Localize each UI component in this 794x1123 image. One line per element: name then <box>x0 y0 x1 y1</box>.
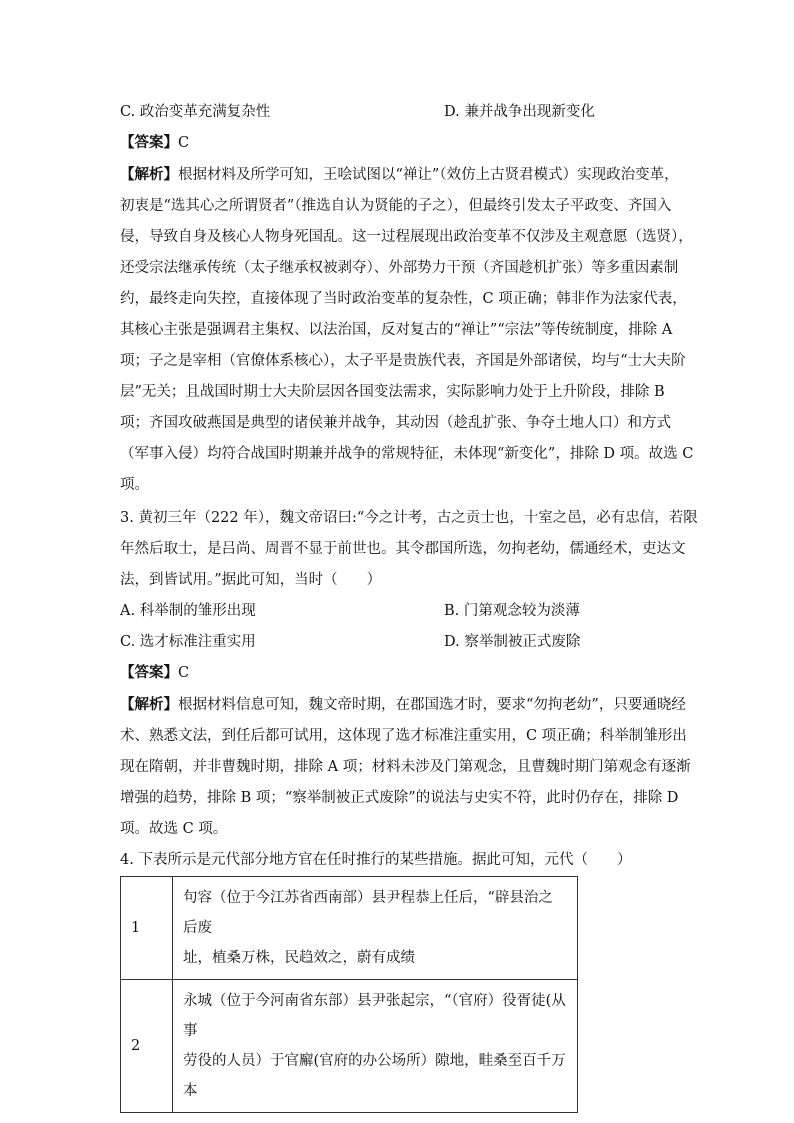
analysis-tag: 【解析】 <box>120 696 178 713</box>
q3-option-b: B. 门第观念较为淡薄 <box>444 603 580 619</box>
row-number: 2 <box>121 980 173 1113</box>
q2-analysis-line: 其核心主张是强调君主集权、以法治国，反对复古的“禅让”“宗法”等传统制度，排除 A <box>120 322 673 338</box>
row-content: 永城（位于今河南省东部）县尹张起宗，“（官府）役胥徒(从事 劳役的人员）于官廨(官府的办公场所）隙地，畦桑至百千万本 <box>173 980 578 1113</box>
q2-answer <box>120 133 680 153</box>
q3-stem-line: 年然后取士，是吕尚、周晋不显于前世也。其令郡国所选，勿拘老幼，儒通经术，吏达文 <box>120 541 686 557</box>
table-row <box>121 877 578 980</box>
answer-tag: 【答案】 <box>120 134 178 151</box>
q3-stem-line: 法，到皆试用。”据此可知，当时（ ） <box>120 572 382 588</box>
q4-measures-table <box>120 876 578 1113</box>
q4-stem: 4. 下表所示是元代部分地方官在任时推行的某些措施。据此可知，元代（ ） <box>120 852 632 868</box>
q2-analysis-line: 还受宗法继承传统（太子继承权被剥夺）、外部势力干预（齐国趁机扩张）等多重因素制 <box>120 260 679 276</box>
analysis-tag: 【解析】 <box>120 166 178 183</box>
q3-option-c: C. 选才标准注重实用 <box>120 634 256 650</box>
q2-analysis-line: 项。 <box>120 477 149 493</box>
q3-analysis-line: 【解析】根据材料信息可知，魏文帝时期，在郡国选才时，要求“勿拘老幼”，只要通晓经 <box>120 696 686 713</box>
q2-analysis-line: 项；子之是宰相（官僚体系核心），太子平是贵族代表，齐国是外部诸侯，均与“士大夫阶 <box>120 353 686 369</box>
answer-value: C <box>178 665 190 681</box>
q2-analysis-line: 侵，导致自身及核心人物身死国乱。这一过程展现出政治变革不仅涉及主观意愿（选贤）， <box>120 229 693 245</box>
q3-option-d: D. 察举制被正式废除 <box>444 634 581 650</box>
q2-analysis-line: 项；齐国攻破燕国是典型的诸侯兼并战争，其动因（趁乱扩张、争夺土地人口）和方式 <box>120 415 671 431</box>
q3-answer <box>120 663 680 683</box>
q2-analysis-line: 层”无关；且战国时期士大夫阶层因各国变法需求，实际影响力处于上升阶段，排除 B <box>120 384 665 400</box>
q3-analysis-line: 项。故选 C 项。 <box>120 821 228 837</box>
row-content: 句容（位于今江苏省西南部）县尹程恭上任后，“辟县治之后废 址，植桑万株，民趋效之，蔚有成绩 <box>173 877 578 980</box>
q2-option-d: D. 兼并战争出现新变化 <box>444 104 595 120</box>
q2-option-c: C. 政治变革充满复杂性 <box>120 104 271 120</box>
q2-analysis-line: 【解析】根据材料及所学可知，王哙试图以“禅让”（效仿上古贤君模式）实现政治变革， <box>120 166 679 183</box>
q2-analysis-line: （军事入侵）均符合战国时期兼并战争的常规特征，未体现“新变化”，排除 D 项。故选 C <box>120 446 694 462</box>
q3-option-a: A. 科举制的雏形出现 <box>120 603 256 619</box>
q3-analysis-line: 现在隋朝，并非曹魏时期，排除 A 项；材料未涉及门第观念，且曹魏时期门第观念有逐渐 <box>120 759 691 775</box>
table-row <box>121 980 578 1113</box>
q3-analysis-line: 增强的趋势，排除 B 项；“察举制被正式废除”的说法与史实不符，此时仍存在，排除 D <box>120 790 679 806</box>
row-number: 1 <box>121 877 173 980</box>
answer-tag: 【答案】 <box>120 664 178 681</box>
q2-analysis-line: 约，最终走向失控，直接体现了当时政治变革的复杂性，C 项正确；韩非作为法家代表， <box>120 291 687 307</box>
q2-analysis-line: 初衷是“选其心之所谓贤者”（推选自认为贤能的子之），但最终引发太子平政变、齐国入 <box>120 198 672 214</box>
q3-analysis-line: 术、熟悉文法，到任后都可试用，这体现了选才标准注重实用，C 项正确；科举制雏形出 <box>120 728 687 744</box>
q3-stem-line: 3. 黄初三年（222 年），魏文帝诏曰:“今之计考，古之贡士也，十室之邑，必有忠信，若限 <box>120 510 698 526</box>
answer-value: C <box>178 135 190 151</box>
